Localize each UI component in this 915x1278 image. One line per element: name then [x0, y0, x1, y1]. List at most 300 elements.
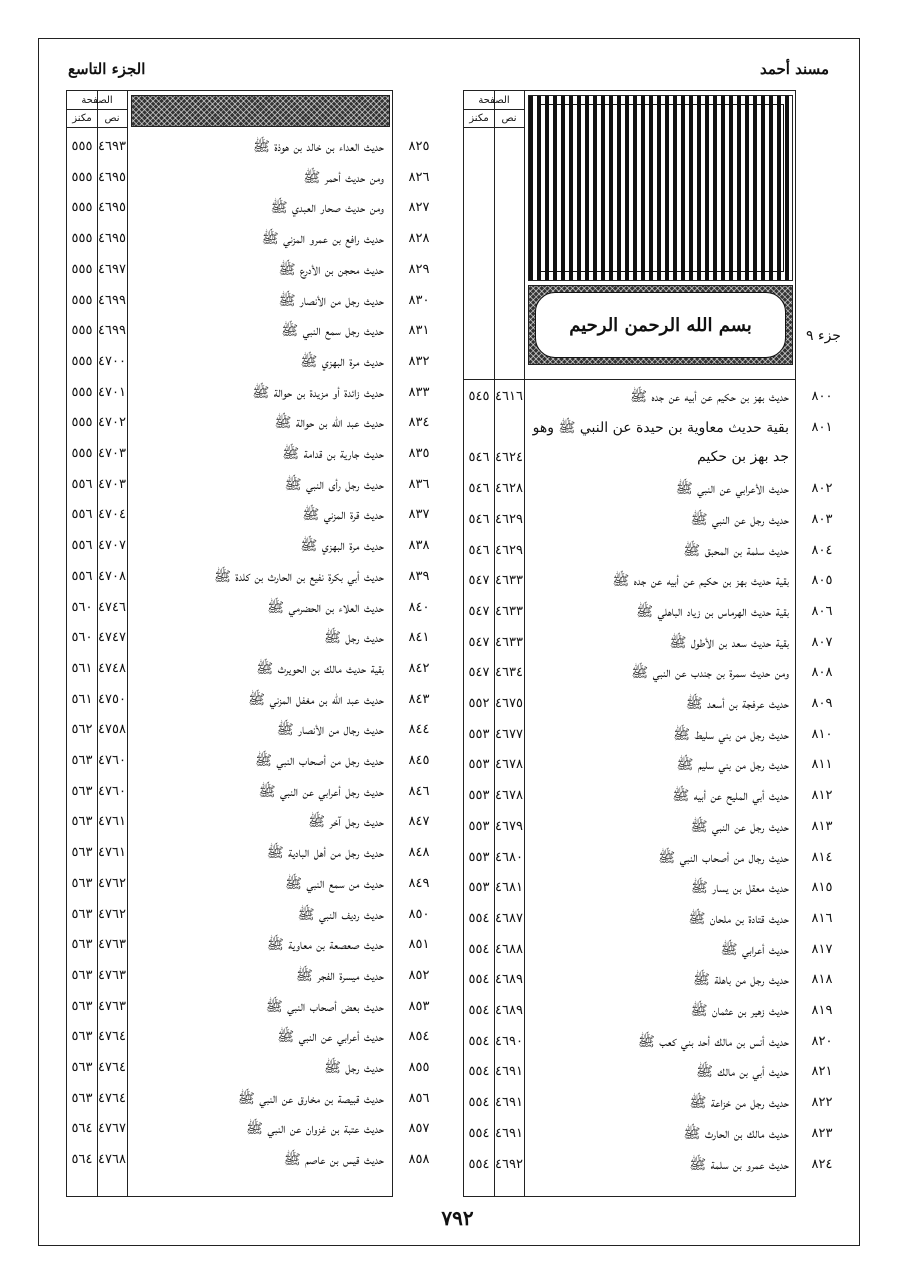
entry-number: ٨٥٦ [408, 1090, 430, 1106]
entry-title: حديث سلمة بن المحبق ﷺ [683, 542, 789, 559]
nass-number: ٤٦٧٨ [495, 757, 523, 773]
nass-number: ٤٦٩٧ [98, 261, 126, 277]
index-row [464, 964, 833, 998]
index-row [67, 346, 430, 380]
index-row [464, 596, 833, 630]
entry-title: جد بهز بن حكيم [697, 449, 789, 466]
entry-title: حديث عبد الله بن حوالة ﷺ [274, 415, 384, 432]
entry-number: ٨٣٤ [408, 415, 430, 431]
entry-number: ٨٥٧ [408, 1121, 430, 1137]
entry-title: بقية حديث الهرماس بن زياد الباهلي ﷺ [636, 603, 789, 620]
entry-number: ٨١٩ [811, 1003, 833, 1018]
index-row [464, 811, 833, 845]
entry-title: حديث قبيصة بن مخارق عن النبي ﷺ [237, 1090, 384, 1107]
nass-number: ٤٦٣٣ [495, 634, 523, 650]
index-row [464, 995, 833, 1029]
nass-number: ٤٧٦٤ [98, 1060, 126, 1075]
entry-title: حديث من سمع النبي ﷺ [284, 875, 384, 892]
nass-number: ٤٦٩٩ [98, 292, 126, 308]
nass-number: ٤٦٣٣ [495, 603, 523, 619]
entry-title: حديث رجل من أصحاب النبي ﷺ [255, 753, 384, 769]
index-row [67, 131, 430, 165]
ornament-divider [464, 379, 795, 380]
entry-title: حديث قيس بن عاصم ﷺ [283, 1152, 384, 1169]
entry-title: حديث أعرابي ﷺ [720, 941, 789, 958]
entry-number: ٨٣٥ [408, 446, 430, 461]
index-row [464, 842, 833, 876]
entry-number: ٨١٧ [811, 941, 833, 957]
mukn-page: ٥٦٣ [71, 967, 93, 983]
nass-number: ٤٦٩٥ [98, 200, 126, 216]
nass-number: ٤٧٤٦ [98, 599, 126, 615]
nass-number: ٤٧٠٣ [98, 446, 126, 461]
entry-title: ومن حديث صحار العبدي ﷺ [270, 200, 384, 217]
entry-number: ٨٠١ [811, 419, 833, 435]
entry-number: ٨٠٩ [811, 696, 833, 711]
entry-title: حديث رجال من أصحاب النبي ﷺ [658, 849, 789, 866]
nass-number: ٤٦٢٩ [495, 511, 523, 527]
nass-number: ٤٧٦٤ [98, 1090, 126, 1106]
entry-number: ٨١٦ [811, 910, 833, 926]
nass-number: ٤٦٧٩ [495, 818, 523, 834]
entry-title: حديث مرة البهزي ﷺ [300, 353, 384, 370]
entry-number: ٨٥١ [408, 937, 430, 953]
entry-number: ٨٢٨ [408, 231, 430, 247]
index-row [67, 254, 430, 288]
index-row [67, 162, 430, 196]
mukn-page: ٥٦٣ [71, 875, 93, 891]
mukn-page: ٥٥٢ [468, 696, 490, 711]
entry-title: ومن حديث سمرة بن جندب عن النبي ﷺ [631, 665, 789, 682]
entry-title: حديث ميسرة الفجر ﷺ [295, 967, 384, 984]
mukn-page: ٥٤٧ [468, 634, 490, 650]
entry-title: حديث زائدة أو مزيدة بن حوالة ﷺ [252, 384, 384, 401]
kufic-ornament [528, 95, 793, 281]
header-ornament [131, 95, 390, 127]
entry-title: حديث مالك بن الحارث ﷺ [683, 1125, 789, 1142]
index-row [67, 868, 430, 902]
index-row [67, 530, 430, 564]
nass-number: ٤٧٥٠ [98, 691, 126, 707]
nass-number: ٤٧٦١ [98, 814, 126, 830]
mukn-page: ٥٤٥ [468, 389, 490, 404]
entry-number: ٨٠٠ [811, 389, 833, 404]
index-row [67, 806, 430, 840]
entry-number: ٨٤٨ [408, 845, 430, 861]
entry-number: ٨٥٣ [408, 998, 430, 1014]
nass-number: ٤٦٩٥ [98, 231, 126, 247]
entry-number: ٨٠٧ [811, 634, 833, 650]
index-row [67, 622, 430, 656]
nass-number: ٤٦٩١ [495, 1095, 523, 1111]
index-row [67, 377, 430, 411]
mukn-page: ٥٦٣ [71, 937, 93, 953]
entry-title: حديث عرفجة بن أسعد ﷺ [685, 696, 789, 712]
mukn-page: ٥٥٥ [71, 261, 93, 277]
entry-number: ٨٠٤ [811, 542, 833, 558]
nass-number: ٤٧٠٧ [98, 538, 126, 554]
page-header-label: الصفحة [81, 95, 113, 106]
nass-number: ٤٧٠١ [98, 384, 126, 400]
header-divider [464, 109, 524, 110]
entry-title: حديث عمرو بن سلمة ﷺ [689, 1156, 789, 1173]
mukn-page: ٥٦١ [71, 691, 93, 707]
entry-title: بقية حديث مالك بن الحويرث ﷺ [256, 660, 384, 677]
mukn-page: ٥٥٥ [71, 200, 93, 216]
nass-number: ٤٧٤٧ [98, 630, 126, 646]
mukn-page: ٥٥٣ [468, 726, 490, 742]
index-row [464, 934, 833, 968]
nass-number: ٤٧٠٤ [98, 507, 126, 523]
entry-number: ٨١٠ [811, 726, 833, 742]
index-row [464, 872, 833, 906]
entry-number: ٨١٨ [811, 972, 833, 988]
mukn-page: ٥٤٧ [468, 603, 490, 619]
entry-title: بقية حديث معاوية بن حيدة عن النبي ﷺ وهو [532, 419, 789, 436]
mukn-page: ٥٥٣ [468, 880, 490, 896]
index-row [67, 653, 430, 687]
nass-number: ٤٦٣٣ [495, 573, 523, 589]
index-row [67, 745, 430, 779]
entry-title: بقية حديث بهز بن حكيم عن أبيه عن جده ﷺ [612, 573, 789, 590]
entry-number: ٨٤١ [408, 630, 430, 646]
index-row [67, 285, 430, 319]
index-row [67, 929, 430, 963]
entry-number: ٨١٤ [811, 849, 833, 865]
index-row [67, 991, 430, 1025]
entry-title: حديث محجن بن الأدرع ﷺ [278, 261, 384, 278]
mukn-page: ٥٤٦ [468, 511, 490, 527]
index-row [67, 1113, 430, 1147]
entry-number: ٨٤٦ [408, 783, 430, 799]
page-number: ٧٩٢ [441, 1206, 474, 1230]
entry-title: حديث عتبة بن غزوان عن النبي ﷺ [246, 1121, 384, 1138]
entry-number: ٨٥٠ [408, 906, 430, 922]
mukn-page: ٥٦٣ [71, 783, 93, 799]
index-row [67, 438, 430, 472]
nass-number: ٤٧٦٤ [98, 1029, 126, 1045]
index-row [67, 899, 430, 933]
entry-title: حديث رجل عن النبي ﷺ [690, 511, 789, 528]
index-row [67, 561, 430, 595]
nass-number: ٤٦٨٧ [495, 910, 523, 926]
nass-number: ٤٧٦٣ [98, 998, 126, 1014]
nass-number: ٤٦٢٩ [495, 542, 523, 558]
entry-title: حديث أبي بن مالك ﷺ [695, 1064, 789, 1081]
nass-number: ٤٧٦٣ [98, 937, 126, 953]
mukn-page: ٥٤٦ [468, 542, 490, 558]
entry-number: ٨٥٨ [408, 1152, 430, 1168]
mukn-page: ٥٤٧ [468, 573, 490, 589]
index-row [67, 960, 430, 994]
entry-title: حديث قتادة بن ملحان ﷺ [688, 910, 789, 927]
index-row [67, 1144, 430, 1178]
basmala-ornament [528, 285, 793, 365]
mukn-page: ٥٥٥ [71, 446, 93, 461]
entry-number: ٨٢٧ [408, 200, 430, 216]
entry-number: ٨٠٥ [811, 573, 833, 589]
index-row [67, 192, 430, 226]
index-row [67, 1052, 430, 1086]
mukn-page: ٥٦٣ [71, 1090, 93, 1106]
entry-number: ٨٣٦ [408, 476, 430, 492]
nass-number: ٤٦١٦ [495, 389, 523, 404]
mukn-page: ٥٥٥ [71, 292, 93, 308]
index-row [67, 714, 430, 748]
entry-number: ٨٣٩ [408, 568, 430, 584]
nass-number: ٤٧٠٨ [98, 568, 126, 584]
mukn-page: ٥٥٥ [71, 323, 93, 339]
nass-number: ٤٧٦٠ [98, 753, 126, 768]
index-row [67, 1021, 430, 1055]
mukn-page: ٥٥٥ [71, 384, 93, 400]
nass-number: ٤٧٦٣ [98, 967, 126, 983]
nass-number: ٤٦٩٩ [98, 323, 126, 339]
entry-title: حديث رجل من باهلة ﷺ [693, 972, 789, 989]
mukn-header-label: مكنز [469, 113, 489, 124]
entry-title: حديث رافع بن عمرو المزني ﷺ [261, 231, 384, 248]
index-row [464, 719, 833, 753]
nass-number: ٤٧٦٢ [98, 875, 126, 891]
entry-number: ٨٥٢ [408, 967, 430, 983]
nass-number: ٤٧٦٧ [98, 1121, 126, 1137]
index-row [464, 1118, 833, 1152]
mukn-page: ٥٥٤ [468, 1125, 490, 1141]
mukn-page: ٥٥٣ [468, 849, 490, 865]
entry-title: حديث رجل من بني سليم ﷺ [676, 757, 789, 774]
mukn-page: ٥٥٥ [71, 139, 93, 154]
mukn-page: ٥٥٤ [468, 1156, 490, 1172]
entry-title: حديث أنس بن مالك أحد بني كعب ﷺ [637, 1033, 789, 1050]
entry-number: ٨٣١ [408, 323, 430, 339]
entry-title: حديث رجل من بني سليط ﷺ [673, 726, 789, 743]
mukn-page: ٥٥٣ [468, 757, 490, 773]
entry-number: ٨٤٧ [408, 814, 430, 830]
nass-number: ٤٦٩٢ [495, 1156, 523, 1172]
index-column-left [66, 90, 430, 1197]
header-divider [464, 127, 524, 128]
entry-title: حديث رجل سمع النبي ﷺ [281, 323, 384, 340]
index-row [464, 749, 833, 783]
entry-number: ٨١١ [811, 757, 833, 773]
entry-title: حديث زهير بن عثمان ﷺ [690, 1003, 789, 1019]
index-row [464, 903, 833, 937]
nass-number: ٤٦٢٤ [495, 450, 523, 466]
nass-number: ٤٧٦٨ [98, 1152, 126, 1168]
entry-number: ٨١٥ [811, 880, 833, 896]
index-row [464, 1149, 833, 1183]
mukn-page: ٥٥٥ [71, 415, 93, 431]
entry-title: حديث رجل من خزاعة ﷺ [689, 1095, 789, 1112]
mukn-page: ٥٦٣ [71, 814, 93, 830]
entry-number: ٨١٢ [811, 788, 833, 804]
mukn-page: ٥٦٣ [71, 1060, 93, 1075]
index-row [464, 504, 833, 538]
nass-number: ٤٦٨٩ [495, 1003, 523, 1018]
index-row [464, 1087, 833, 1121]
index-row [67, 407, 430, 441]
mukn-page: ٥٥٦ [71, 476, 93, 492]
nass-number: ٤٦٩٣ [98, 139, 126, 154]
entry-title: حديث رجل رأى النبي ﷺ [284, 476, 384, 493]
entry-number: ٨٢٠ [811, 1033, 833, 1049]
entry-title: حديث رجل أعرابي عن النبي ﷺ [258, 783, 384, 800]
index-row [464, 1026, 833, 1060]
index-row [464, 473, 833, 507]
entry-title: حديث رجل ﷺ [323, 1060, 384, 1076]
nass-number: ٤٧٤٨ [98, 660, 126, 676]
entry-number: ٨٠٣ [811, 511, 833, 527]
volume-side-label: جزء ٩ [806, 328, 841, 344]
mukn-header-label: مكنز [72, 113, 92, 124]
entry-number: ٨٣٢ [408, 353, 430, 369]
index-row [67, 315, 430, 349]
mukn-page: ٥٥٦ [71, 568, 93, 584]
entry-title: حديث جارية بن قدامة ﷺ [282, 446, 384, 462]
entry-number: ٨٢٣ [811, 1125, 833, 1141]
entry-number: ٨٣٣ [408, 384, 430, 400]
entry-number: ٨٣٧ [408, 507, 430, 523]
index-row [464, 657, 833, 691]
index-row [464, 688, 833, 722]
nass-number: ٤٦٨١ [495, 880, 523, 896]
mukn-page: ٥٦٣ [71, 753, 93, 768]
entry-title: حديث مرة البهزي ﷺ [300, 538, 384, 555]
mukn-page: ٥٥٥ [71, 231, 93, 247]
header-divider [67, 109, 127, 110]
mukn-page: ٥٤٦ [468, 450, 490, 466]
mukn-page: ٥٥٤ [468, 1033, 490, 1049]
mukn-page: ٥٦٣ [71, 1029, 93, 1045]
entry-number: ٨٢١ [811, 1064, 833, 1080]
entry-title: حديث العلاء بن الحضرمي ﷺ [267, 599, 384, 616]
basmala-text: بسم الله الرحمن الرحيم [535, 292, 786, 358]
nass-number: ٤٧٦٠ [98, 783, 126, 799]
nass-number: ٤٦٩١ [495, 1064, 523, 1080]
mukn-page: ٥٥٤ [468, 1095, 490, 1111]
entry-title: حديث بهز بن حكيم عن أبيه عن جده ﷺ [630, 389, 789, 405]
entry-number: ٨٤٩ [408, 875, 430, 891]
mukn-page: ٥٥٤ [468, 910, 490, 926]
index-row [464, 565, 833, 599]
index-row [67, 837, 430, 871]
volume-title: الجزء التاسع [68, 60, 146, 78]
mukn-page: ٥٦٢ [71, 722, 93, 738]
entry-title: حديث رجل عن النبي ﷺ [690, 818, 789, 835]
nass-number: ٤٧٥٨ [98, 722, 126, 738]
entry-number: ٨٢٥ [408, 139, 430, 154]
entry-title: بقية حديث سعد بن الأطول ﷺ [669, 634, 789, 651]
mukn-page: ٥٦٤ [71, 1121, 93, 1137]
index-row [67, 684, 430, 718]
nass-number: ٤٦٧٧ [495, 726, 523, 742]
mukn-page: ٥٤٦ [468, 481, 490, 497]
entry-number: ٨٣٨ [408, 538, 430, 554]
index-row [67, 499, 430, 533]
index-row [67, 469, 430, 503]
entry-number: ٨٤٣ [408, 691, 430, 707]
mukn-page: ٥٥٣ [468, 818, 490, 834]
nass-number: ٤٦٧٨ [495, 788, 523, 804]
index-row [464, 412, 833, 446]
nass-number: ٤٦٩٥ [98, 169, 126, 185]
entry-title: حديث أبي المليح عن أبيه ﷺ [672, 788, 789, 805]
mukn-page: ٥٦٣ [71, 998, 93, 1014]
entry-title: حديث رجل ﷺ [323, 630, 384, 647]
entry-number: ٨٠٢ [811, 481, 833, 497]
entry-title: حديث رجل من أهل البادية ﷺ [266, 845, 384, 862]
mukn-page: ٥٦٠ [71, 599, 93, 615]
index-row [464, 627, 833, 661]
entry-title: حديث رجال من الأنصار ﷺ [276, 722, 384, 739]
index-row [67, 1083, 430, 1117]
nass-number: ٤٦٨٩ [495, 972, 523, 988]
entry-number: ٨٣٠ [408, 292, 430, 308]
nass-number: ٤٦٩١ [495, 1125, 523, 1141]
index-row [464, 381, 833, 415]
entry-title: حديث الأعرابي عن النبي ﷺ [675, 481, 789, 498]
mukn-page: ٥٦٣ [71, 845, 93, 861]
entry-number: ٨٥٥ [408, 1060, 430, 1075]
entry-number: ٨٤٤ [408, 722, 430, 738]
entry-number: ٨٥٤ [408, 1029, 430, 1045]
entry-title: حديث صعصعة بن معاوية ﷺ [266, 937, 384, 954]
entry-title: حديث رجل آخر ﷺ [308, 814, 384, 831]
entry-number: ٨١٣ [811, 818, 833, 834]
entry-title: حديث بعض أصحاب النبي ﷺ [265, 998, 384, 1015]
mukn-page: ٥٥٣ [468, 788, 490, 804]
entry-title: حديث العداء بن خالد بن هوذة ﷺ [252, 139, 384, 155]
mukn-page: ٥٥٥ [71, 169, 93, 185]
mukn-page: ٥٤٧ [468, 665, 490, 681]
entry-title: حديث رديف النبي ﷺ [297, 906, 384, 923]
entry-number: ٨٠٦ [811, 603, 833, 619]
mukn-page: ٥٦٠ [71, 630, 93, 646]
page-header-label: الصفحة [478, 95, 510, 106]
nass-number: ٤٦٧٥ [495, 696, 523, 711]
book-title: مسند أحمد [759, 60, 829, 78]
mukn-page: ٥٥٤ [468, 941, 490, 957]
entry-title: ومن حديث أحمر ﷺ [303, 169, 384, 186]
nass-number: ٤٦٢٨ [495, 481, 523, 497]
nass-number: ٤٦٣٤ [495, 665, 523, 681]
nass-number: ٤٧٠٢ [98, 415, 126, 431]
entry-number: ٨٠٨ [811, 665, 833, 681]
entry-title: حديث رجل من الأنصار ﷺ [278, 292, 384, 309]
index-row [464, 442, 797, 476]
nass-number: ٤٦٩٠ [495, 1033, 523, 1049]
entry-number: ٨٢٤ [811, 1156, 833, 1172]
header-divider [67, 127, 127, 128]
entry-title: حديث قرة المزني ﷺ [302, 507, 384, 524]
nass-number: ٤٧٦٢ [98, 906, 126, 922]
mukn-page: ٥٥٦ [71, 538, 93, 554]
entry-title: حديث أعرابي عن النبي ﷺ [277, 1029, 384, 1046]
nass-number: ٤٦٨٨ [495, 941, 523, 957]
mukn-page: ٥٥٥ [71, 353, 93, 369]
index-row [464, 535, 833, 569]
entry-number: ٨٢٦ [408, 169, 430, 185]
mukn-page: ٥٦٤ [71, 1152, 93, 1168]
index-row [67, 776, 430, 810]
entry-number: ٨٤٥ [408, 753, 430, 768]
entry-title: حديث عبد الله بن مغفل المزني ﷺ [248, 691, 384, 708]
nass-number: ٤٧٠٠ [98, 353, 126, 369]
mukn-page: ٥٥٤ [468, 972, 490, 988]
index-row [464, 780, 833, 814]
index-row [464, 1056, 833, 1090]
entry-title: حديث أبي بكرة نفيع بن الحارث بن كلدة ﷺ [213, 568, 384, 585]
